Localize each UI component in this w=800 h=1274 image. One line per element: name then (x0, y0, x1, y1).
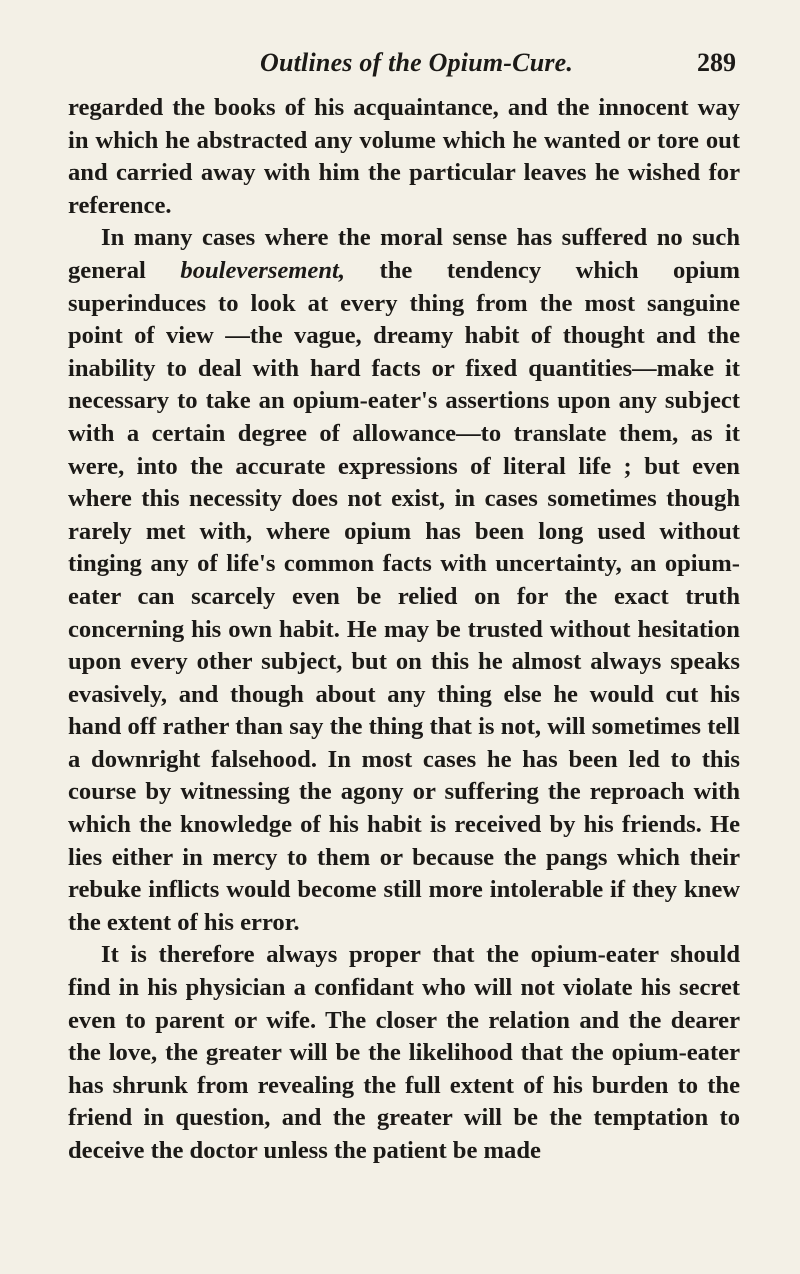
italic-term: bouleversement, (180, 256, 346, 284)
paragraph-1: regarded the books of his acquaintance, and the innocent way in which he abstracted any volume which he wanted or tore out and carried away with him the particular leaves he wished for reference. (68, 94, 740, 219)
running-title: Outlines of the Opium-Cure. (260, 48, 574, 77)
page-number: 289 (697, 48, 736, 77)
paragraph-2 (68, 222, 740, 939)
page-header (0, 44, 800, 90)
paragraph-2-start: In many cases where the moral sense has suffered no such general (68, 224, 740, 284)
paragraph-2-rest: the tendency which opium superinduces to look at every thing from the most sanguine point of view —the vague, dreamy habit of thought and the inability to deal with hard facts or fixed quantities—make it necessary to take an opium-eater's assertions upon any subject with a certain degree of allowance—to translate them, as it were, into the accurate expressions of literal life ; but even where this necessity does not exist, in cases sometimes though rarely met with, where opium has been long used without tinging any of life's common facts with uncertainty, an opium-eater can scarcely even be relied on for the exact truth concerning his own habit. He may be trusted without hesitation upon every other subject, but on this he almost always speaks evasively, and though about any thing else he would cut his hand off rather than say the thing that is not, will sometimes tell a downright falsehood. In most cases he has been led to this course by witnessing the agony or suffering the reproach with which the knowledge of his habit is received by his friends. He lies either in mercy to them or because the pangs which their rebuke inflicts would become still more intolerable if they knew the extent of his error. (68, 256, 740, 936)
body-text (68, 92, 740, 1168)
paragraph-3: It is therefore always proper that the opium-eater should find in his physician a confidant who will not violate his secret even to parent or wife. The closer the relation and the dearer the love, the greater will be the likelihood that the opium-eater has shrunk from revealing the full extent of his burden to the friend in question, and the greater will be the temptation to deceive the doctor unless the patient be made (68, 941, 740, 1164)
